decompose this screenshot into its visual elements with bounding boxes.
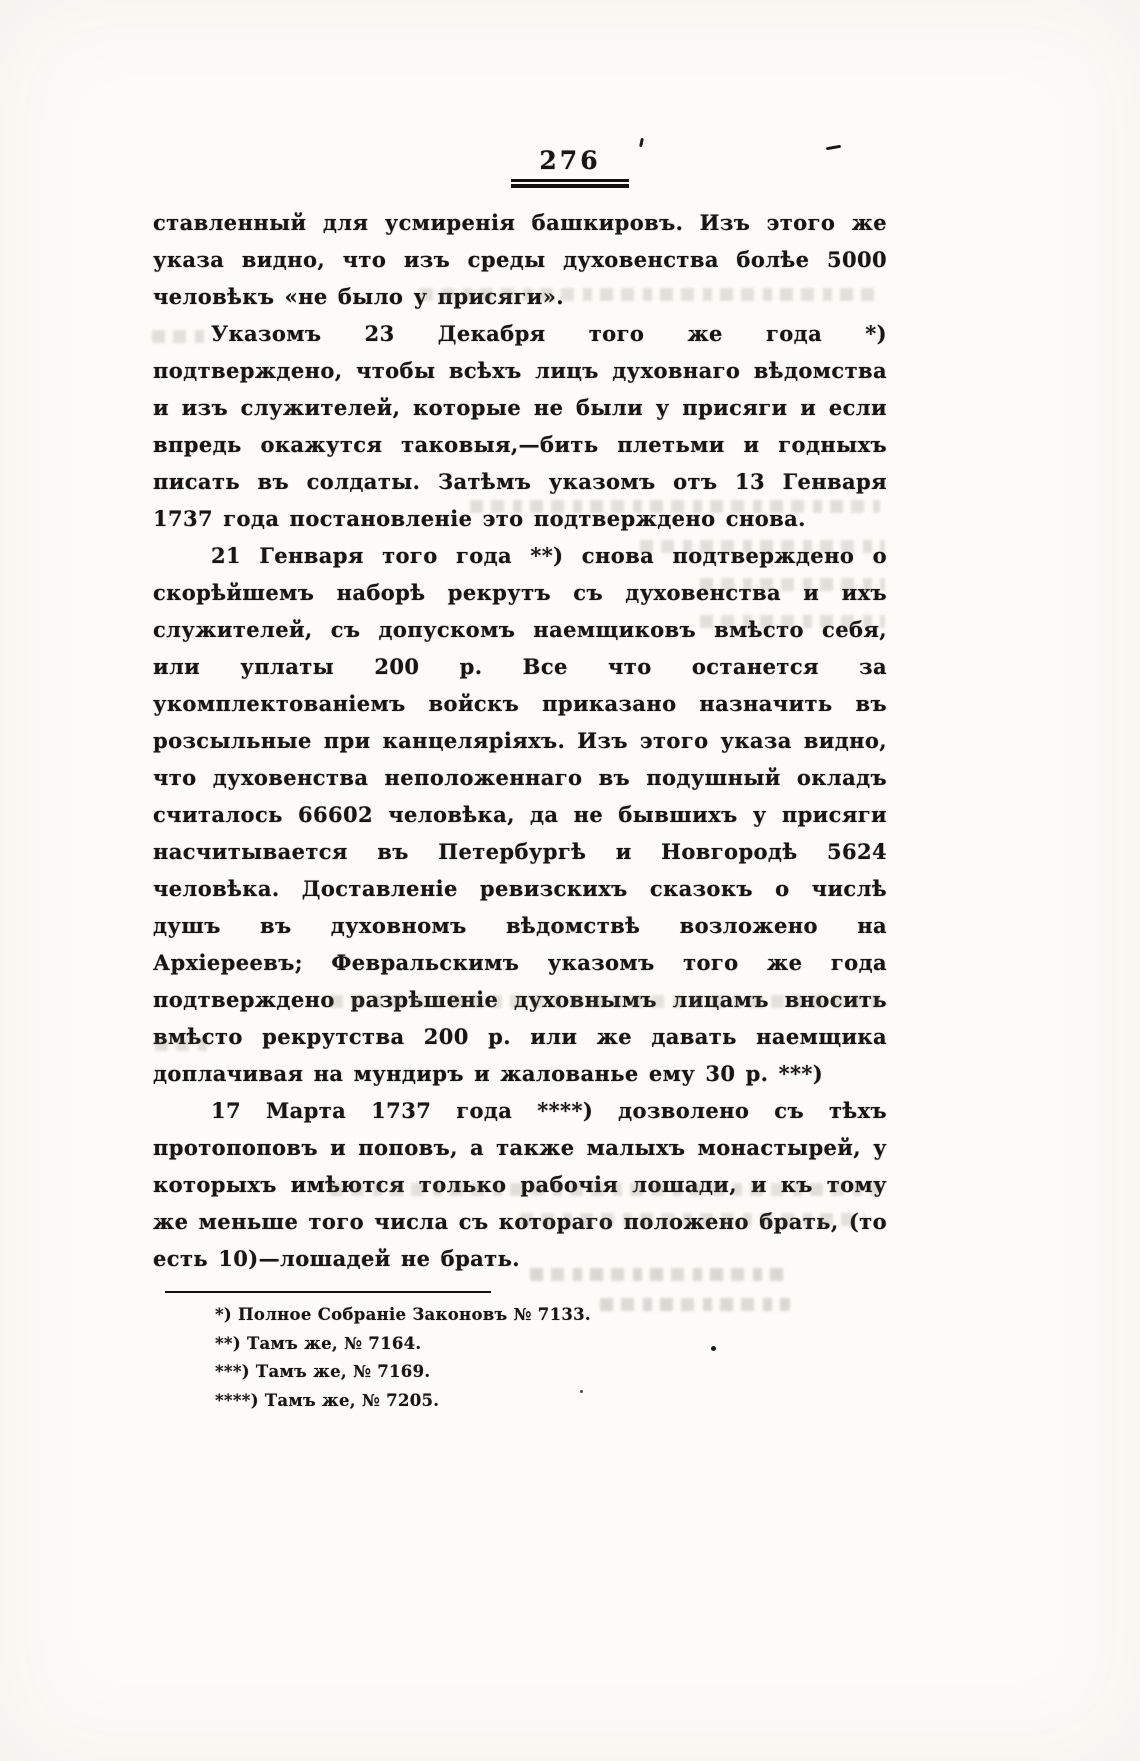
footnote xyxy=(215,1301,887,1330)
footnote-text: Тамъ же, № 7164. xyxy=(246,1333,422,1353)
footnote-marker: **) xyxy=(215,1333,241,1353)
footnote xyxy=(215,1387,887,1416)
paragraph: 17 Марта 1737 года ****) дозволено съ тѣхъ протопоповъ и поповъ, а также малыхъ монастырей, у которыхъ имѣются только рабочія лошади, и къ тому же меньше того числа съ котораго положено брать, (то есть 10)—лошадей не брать. xyxy=(153,1098,887,1271)
footnote-list xyxy=(153,1301,887,1415)
footnote-text: Тамъ же, № 7169. xyxy=(255,1362,431,1381)
footnote xyxy=(215,1358,887,1387)
footnote xyxy=(215,1330,887,1359)
page-body xyxy=(153,204,887,1277)
header-ornament-rule xyxy=(511,179,629,188)
page-number: 276 xyxy=(539,146,601,175)
footnote-text: Полное Собраніе Законовъ № 7133. xyxy=(238,1305,591,1324)
paragraph: 21 Генваря того года **) снова подтверждено о скорѣйшемъ наборѣ рекрутъ съ духовенства и ихъ служителей, съ допускомъ наемщиковъ вмѣсто себя, или уплаты 200 р. Все что останется за укомплектованіемъ войскъ приказано назначить въ розсыльные при канцеляріяхъ. Изъ этого указа видно, что духовенства неположеннаго въ подушный окладъ считалось 66602 человѣка, да не бывшихъ у присяги насчитывается въ Петербургѣ и Новгородѣ 5624 человѣка. Доставленіе ревизскихъ сказокъ о числѣ душъ въ духовномъ вѣдомствѣ возложено на Архіереевъ; Февральскимъ указомъ того же года подтверждено разрѣшеніе духовнымъ лицамъ вносить вмѣсто рекрутства 200 р. или же давать наемщика доплачивая на мундиръ и жалованье ему 30 р. ***) xyxy=(153,543,887,1086)
footnote-text: Тамъ же, № 7205. xyxy=(264,1390,440,1410)
paragraph: ставленный для усмиренія башкировъ. Изъ этого же указа видно, что изъ среды духовенства болѣе 5000 человѣкъ «не было у присяги». xyxy=(153,210,887,309)
footnote-marker: *) xyxy=(215,1305,233,1324)
footnotes-section xyxy=(153,1291,887,1415)
footnote-rule xyxy=(165,1291,491,1293)
paragraph: Указомъ 23 Декабря того же года *) подтверждено, чтобы всѣхъ лицъ духовнаго вѣдомства и изъ служителей, которые не были у присяги и если впредь окажутся таковыя,—бить плетьми и годныхъ писать въ солдаты. Затѣмъ указомъ отъ 13 Генваря 1737 года постановленіе это подтверждено снова. xyxy=(153,321,887,531)
footnote-marker: ***) xyxy=(215,1362,250,1381)
footnote-marker: ****) xyxy=(215,1390,259,1410)
page-header xyxy=(0,0,1140,188)
